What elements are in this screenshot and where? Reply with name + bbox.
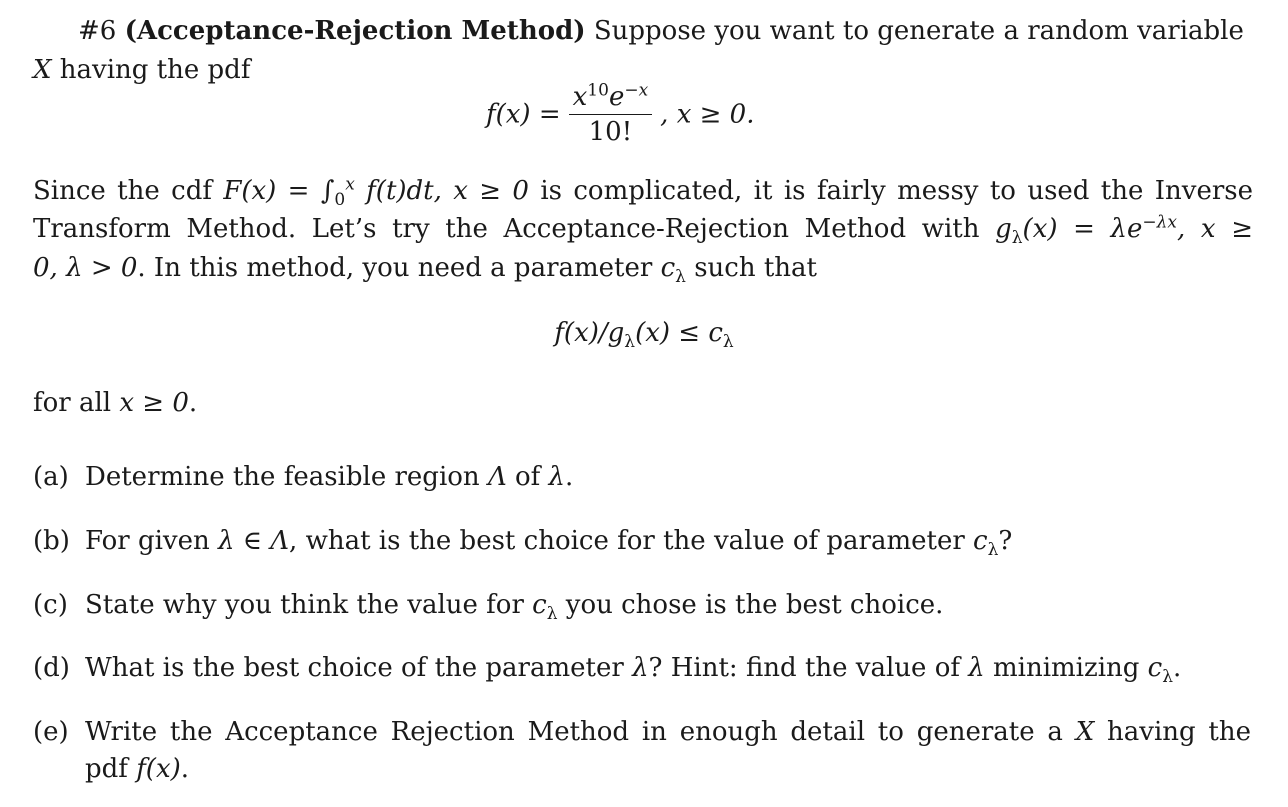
pdf-domain: , x ≥ 0.: [660, 99, 755, 130]
part-label: (c): [33, 590, 68, 620]
problem-number: #6: [78, 16, 117, 46]
part-label: (e): [33, 717, 69, 747]
pdf-lhs: f(x) =: [486, 99, 561, 130]
paragraph-line3: 0, λ > 0. In this method, you need a parameter $c_\lambda$ such that: [33, 253, 818, 288]
paragraph-line2: Transform Method. Let’s try the Acceptance-Rejection Method with $g_\lambda(x) = \lambda e^{-\lambda x}$, x ≥: [33, 212, 1253, 249]
pdf-fraction: [569, 82, 653, 147]
c-lambda: c: [660, 253, 676, 283]
part-e-line2: pdf f(x).: [85, 754, 190, 784]
pdf-denominator: 10!: [588, 117, 633, 147]
part-label: (d): [33, 653, 70, 683]
part-b: (b) For given λ ∈ Λ, what is the best choice for the value of parameter $c_\lambda$?: [33, 526, 1013, 561]
g-lambda: g: [995, 214, 1012, 244]
problem-intro-line1: [78, 14, 1253, 48]
part-label: (a): [33, 462, 69, 492]
paragraph-line1: Since the cdf $F(x) = \int_0^x$ f(t)dt, x ≥ 0 is complicated, it is fairly messy to used the Inverse: [33, 174, 1253, 211]
cdf-expression: F(x) = ∫: [223, 176, 335, 206]
problem-title: (Acceptance-Rejection Method): [124, 16, 586, 46]
var-X: X: [33, 55, 52, 85]
intro-text-2: having the pdf: [59, 55, 251, 85]
part-label: (b): [33, 526, 70, 556]
pdf-numerator: $x^{10}e^{-x}$: [569, 82, 653, 115]
inequality-equation: $f(x)/g_\lambda(x) \le c_\lambda$: [554, 318, 734, 353]
pdf-equation: [486, 82, 755, 162]
part-c: (c) State why you think the value for $c_\lambda$ you chose is the best choice.: [33, 590, 944, 625]
intro-text: Suppose you want to generate a random variable: [585, 16, 1244, 46]
part-e: (e) Write the Acceptance Rejection Method in enough detail to generate a X having the: [33, 717, 1252, 747]
for-all-line: for all x ≥ 0.: [33, 388, 198, 418]
part-a: (a) Determine the feasible region Λ of λ.: [33, 462, 574, 492]
part-d: (d) What is the best choice of the parameter λ? Hint: find the value of λ minimizing $c_\lambda$.: [33, 653, 1182, 688]
